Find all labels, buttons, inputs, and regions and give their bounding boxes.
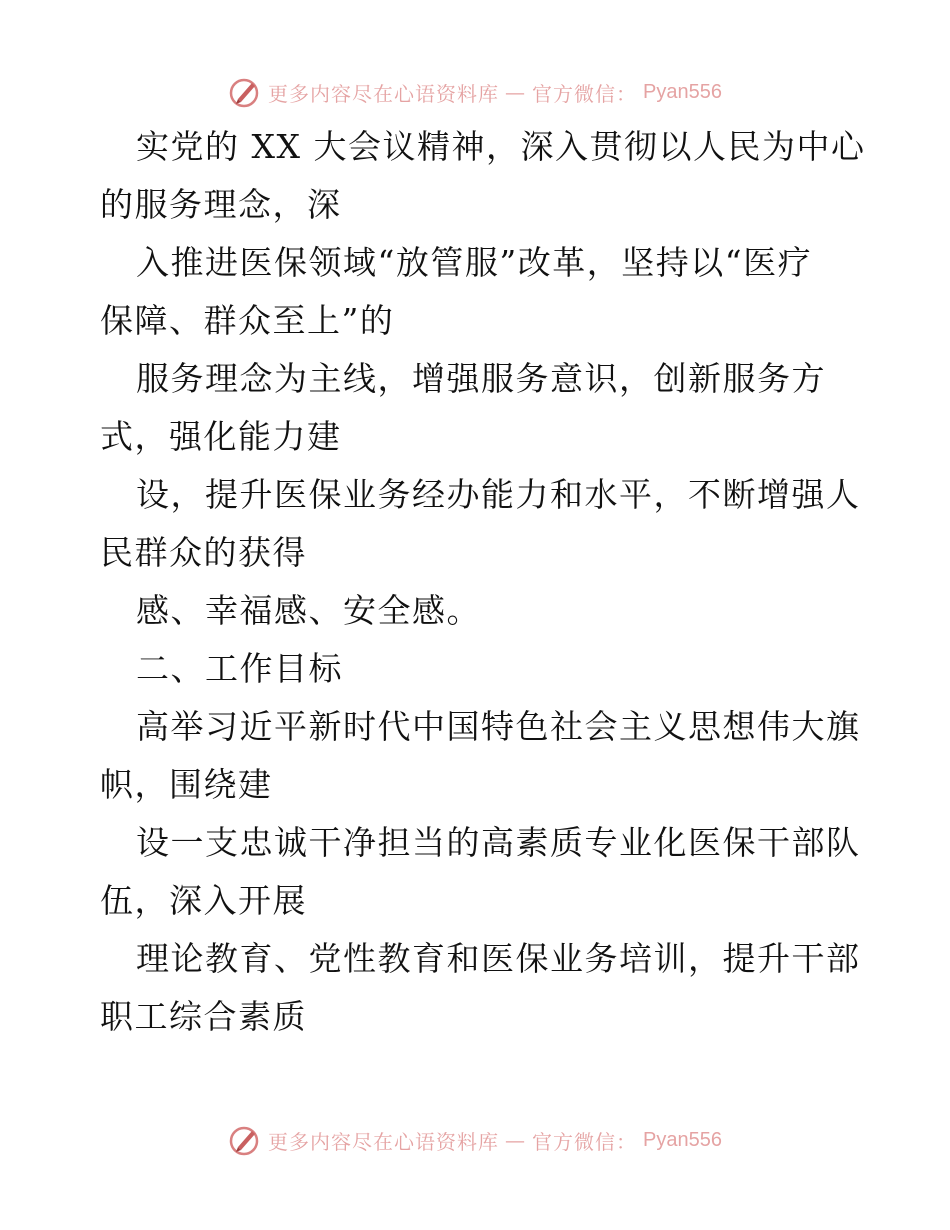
body-line: 式，强化能力建 (100, 417, 342, 456)
watermark-official: 官方微信： (532, 81, 638, 106)
body-line: 职工综合素质 (100, 997, 307, 1036)
watermark-dash: — (505, 1128, 527, 1152)
body-line: 服务理念为主线，增强服务意识，创新服务方 (136, 359, 826, 398)
watermark-header (0, 72, 950, 112)
watermark-text: 更多内容尽在心语资料库 (268, 81, 500, 106)
body-line: 理论教育、党性教育和医保业务培训，提升干部 (136, 939, 861, 978)
body-line: 设一支忠诚干净担当的高素质专业化医保干部队 (136, 823, 861, 862)
pen-circle-logo-icon (228, 1123, 262, 1157)
watermark-id: Pyan556 (643, 1128, 722, 1151)
watermark-dash: — (505, 80, 527, 104)
body-line: 设，提升医保业务经办能力和水平，不断增强人 (136, 475, 861, 514)
body-line: 帜，围绕建 (100, 765, 273, 804)
body-line: 入推进医保领域“放管服”改革，坚持以“医疗 (136, 243, 813, 282)
body-line: 伍，深入开展 (100, 881, 307, 920)
body-line: 保障、群众至上”的 (100, 301, 395, 340)
pen-circle-logo-icon (228, 75, 262, 109)
body-line: 民群众的获得 (100, 533, 307, 572)
watermark-official: 官方微信： (532, 1129, 638, 1154)
section-heading: 二、工作目标 (136, 649, 343, 688)
body-line: 实党的 XX 大会议精神，深入贯彻以人民为中心 (136, 127, 866, 166)
document-body (100, 118, 866, 1046)
watermark-footer (0, 1120, 950, 1160)
watermark-text: 更多内容尽在心语资料库 (268, 1129, 500, 1154)
body-line: 感、幸福感、安全感。 (136, 591, 481, 630)
body-line: 高举习近平新时代中国特色社会主义思想伟大旗 (136, 707, 861, 746)
watermark-id: Pyan556 (643, 80, 722, 103)
body-line: 的服务理念，深 (100, 185, 342, 224)
